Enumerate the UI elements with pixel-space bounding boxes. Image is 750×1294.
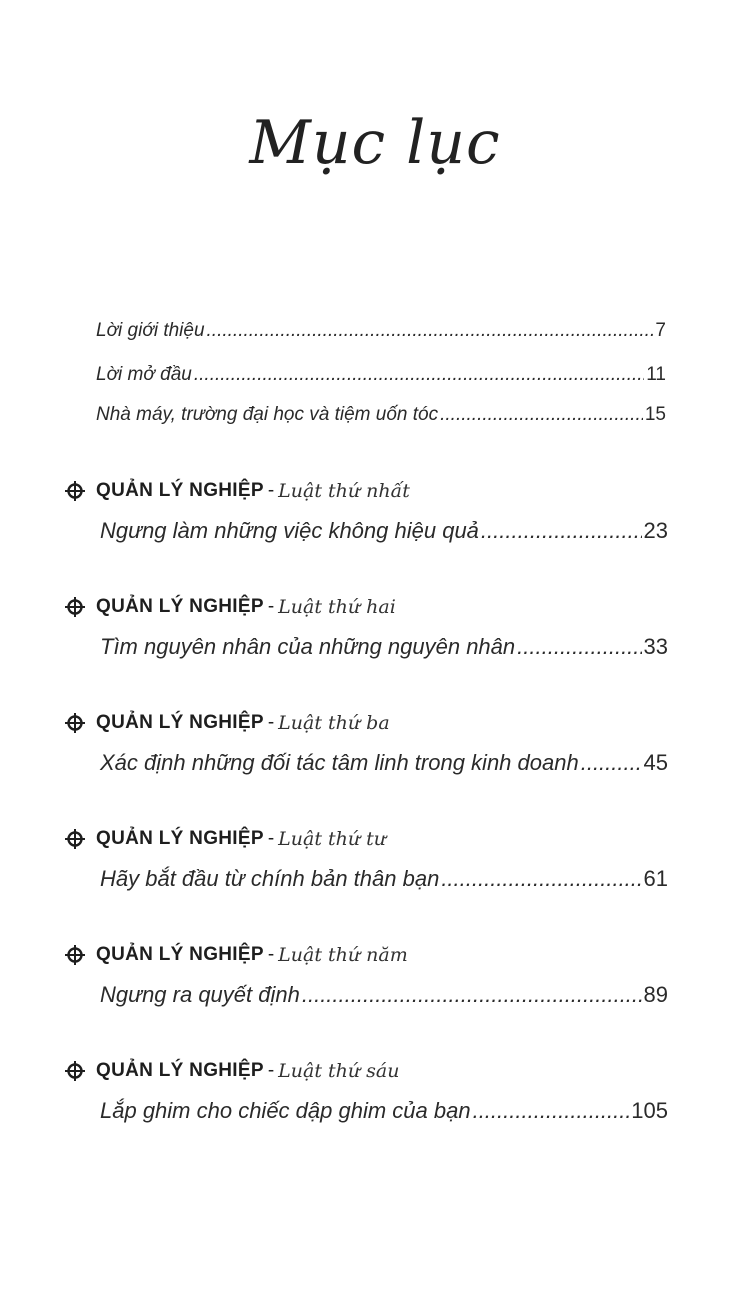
chapter-separator: - (267, 1060, 275, 1081)
entry-label: Tìm nguyên nhân của những nguyên nhân (100, 634, 516, 659)
page-number: 89 (643, 982, 668, 1007)
crosshair-bullet-icon (64, 480, 86, 502)
chapter-name: QUẢN LÝ NGHIỆP (96, 480, 264, 501)
page-number: 105 (631, 1098, 668, 1123)
entry-label: Ngưng làm những việc không hiệu quả (100, 518, 479, 543)
page-number: 61 (643, 866, 668, 891)
chapter-separator: - (267, 480, 275, 501)
chapter-heading-5 (64, 944, 408, 966)
chapter-name: QUẢN LÝ NGHIỆP (96, 1060, 264, 1081)
toc-entry-intro-3[interactable] (96, 404, 666, 426)
chapter-heading-4 (64, 828, 386, 850)
toc-entry-chapter-2[interactable] (100, 634, 668, 660)
chapter-separator: - (267, 596, 275, 617)
dot-leader (441, 866, 641, 892)
entry-label: Nhà máy, trường đại học và tiệm uốn tóc (96, 404, 439, 425)
dot-leader (581, 750, 642, 776)
chapter-heading-6 (64, 1060, 399, 1082)
dot-leader (194, 364, 644, 386)
chapter-rule: Luật thứ ba (278, 712, 390, 734)
chapter-rule: Luật thứ tư (278, 828, 387, 850)
chapter-name: QUẢN LÝ NGHIỆP (96, 712, 264, 733)
crosshair-bullet-icon (64, 944, 86, 966)
page-number: 33 (643, 634, 668, 659)
chapter-rule: Luật thứ sáu (278, 1060, 400, 1082)
dot-leader (473, 1098, 630, 1124)
chapter-name: QUẢN LÝ NGHIỆP (96, 596, 264, 617)
page-number: 7 (655, 320, 666, 341)
dot-leader (440, 404, 643, 426)
chapter-heading-1 (64, 480, 410, 502)
page-number: 15 (644, 404, 666, 425)
entry-label: Ngưng ra quyết định (100, 982, 300, 1007)
dot-leader (302, 982, 642, 1008)
entry-label: Lời mở đầu (96, 364, 192, 385)
chapter-separator: - (267, 944, 275, 965)
entry-label: Xác định những đối tác tâm linh trong kinh doanh (100, 750, 579, 775)
toc-entry-chapter-1[interactable] (100, 518, 668, 544)
chapter-name: QUẢN LÝ NGHIỆP (96, 944, 264, 965)
entry-label: Lời giới thiệu (96, 320, 205, 341)
crosshair-bullet-icon (64, 1060, 86, 1082)
chapter-rule: Luật thứ hai (278, 596, 396, 618)
crosshair-bullet-icon (64, 712, 86, 734)
dot-leader (517, 634, 641, 660)
page-number: 11 (646, 364, 666, 385)
entry-label: Hãy bắt đầu từ chính bản thân bạn (100, 866, 440, 891)
toc-entry-chapter-3[interactable] (100, 750, 668, 776)
toc-entry-intro-1[interactable] (96, 320, 666, 342)
chapter-rule: Luật thứ năm (278, 944, 408, 966)
toc-entry-chapter-6[interactable] (100, 1098, 668, 1124)
chapter-rule: Luật thứ nhất (278, 480, 410, 502)
entry-label: Lắp ghim cho chiếc dập ghim của bạn (100, 1098, 471, 1123)
dot-leader (207, 320, 654, 342)
crosshair-bullet-icon (64, 828, 86, 850)
page-title: Mục lục (249, 108, 501, 178)
dot-leader (481, 518, 642, 544)
page-number: 23 (643, 518, 668, 543)
chapter-heading-2 (64, 596, 396, 618)
chapter-name: QUẢN LÝ NGHIỆP (96, 828, 264, 849)
toc-entry-chapter-5[interactable] (100, 982, 668, 1008)
chapter-separator: - (267, 828, 275, 849)
crosshair-bullet-icon (64, 596, 86, 618)
chapter-heading-3 (64, 712, 390, 734)
page-number: 45 (643, 750, 668, 775)
chapter-separator: - (267, 712, 275, 733)
toc-entry-intro-2[interactable] (96, 364, 666, 386)
toc-entry-chapter-4[interactable] (100, 866, 668, 892)
